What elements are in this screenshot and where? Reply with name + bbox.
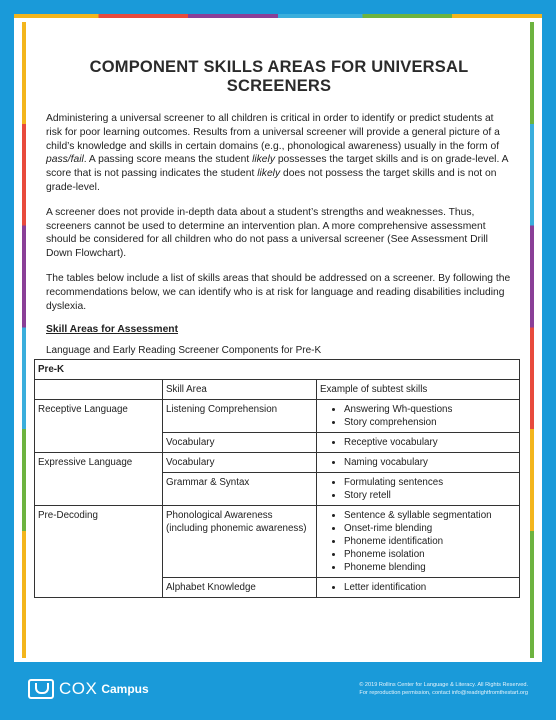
examples-cell — [317, 578, 520, 598]
copyright-notice — [359, 681, 528, 697]
example-item: • Phoneme blending — [344, 561, 516, 574]
intro-text-3: possesses the target skills and is on grade-level. A score that is not passing indicates the student — [46, 154, 508, 180]
rainbow-stripe-top — [14, 14, 542, 18]
examples-cell — [317, 433, 520, 453]
page-title: COMPONENT SKILLS AREAS FOR UNIVERSAL SCREENERS — [89, 58, 469, 95]
example-item: • Story retell — [344, 489, 516, 502]
table-row — [35, 400, 520, 433]
example-item: • Letter identification — [344, 581, 516, 594]
skill-cell: Phonological Awareness (including phonemic awareness) — [163, 506, 317, 578]
example-item: • Phoneme identification — [344, 535, 516, 548]
example-item: • Onset-rime blending — [344, 522, 516, 535]
skill-cell: Vocabulary — [163, 433, 317, 453]
logo-campus-text: Campus — [101, 682, 149, 696]
table-row — [35, 360, 520, 380]
tables-intro-paragraph: The tables below include a list of skills areas that should be addressed on a screener. By following the recommendations below, we can identify who is at risk for language and reading disabilities including dyslexia. — [46, 272, 511, 312]
table-row — [35, 453, 520, 473]
intro-em-3: likely — [257, 168, 281, 180]
example-item: • Phoneme isolation — [344, 548, 516, 561]
group-header: Pre-K — [35, 360, 520, 380]
logo-cox-text: COX — [59, 679, 98, 698]
example-item: • Formulating sentences — [344, 476, 516, 489]
examples-cell — [317, 473, 520, 506]
column-header-skill: Skill Area — [163, 380, 317, 400]
skills-table — [34, 359, 520, 598]
skill-cell: Vocabulary — [163, 453, 317, 473]
copyright-line: © 2019 Rollins Center for Language & Literacy. All Rights Reserved. — [359, 682, 528, 688]
example-item: • Answering Wh-questions — [344, 403, 516, 416]
example-item: • Sentence & syllable segmentation — [344, 509, 516, 522]
intro-paragraph — [46, 112, 512, 195]
section-heading: Skill Areas for Assessment — [46, 324, 179, 336]
example-item: • Naming vocabulary — [344, 456, 516, 469]
examples-cell — [317, 400, 520, 433]
permission-line: For reproduction permission, contact info@readrightfromthestart.org — [359, 690, 528, 696]
intro-em-1: pass/fail — [46, 154, 84, 166]
examples-cell — [317, 453, 520, 473]
skill-cell: Listening Comprehension — [163, 400, 317, 433]
domain-pre-decoding: Pre-Decoding — [35, 506, 163, 598]
intro-em-2: likely — [252, 154, 275, 166]
intro-text-2: . A passing score means the student — [83, 154, 253, 166]
table-cell-empty — [35, 380, 163, 400]
cox-campus-logo[interactable] — [28, 679, 149, 699]
table-row — [35, 506, 520, 578]
rainbow-stripe-left — [22, 22, 26, 658]
table-header-row — [35, 380, 520, 400]
document-content — [38, 58, 512, 598]
domain-expressive-language: Expressive Language — [35, 453, 163, 506]
skill-cell: Grammar & Syntax — [163, 473, 317, 506]
book-icon — [28, 679, 54, 699]
screener-limits-paragraph: A screener does not provide in-depth data about a student’s strengths and weaknesses. Thus, screeners cannot be used to determine an intervention plan. A more comprehensive assessment should be considered for all children who do not pass a universal screener (See Assessment Drill Down Flowchart). — [46, 206, 488, 260]
intro-text-4: does not possess the target skills and is not on grade-level. — [46, 168, 497, 193]
column-header-example: Example of subtest skills — [317, 380, 520, 400]
rainbow-stripe-right — [530, 22, 534, 658]
footer-bar — [0, 662, 556, 720]
domain-receptive-language: Receptive Language — [35, 400, 163, 453]
examples-cell — [317, 506, 520, 578]
skill-cell: Alphabet Knowledge — [163, 578, 317, 598]
intro-text-1: Administering a universal screener to all children is critical in order to identify or predict students at risk for poor learning outcomes. Results from a universal screener will provide a general picture of a child’s knowledge and skills in certain domains (e.g., phonological awareness) usually in the form of — [46, 113, 500, 152]
table-caption: Language and Early Reading Screener Components for Pre-K — [46, 345, 322, 357]
example-item: • Receptive vocabulary — [344, 436, 516, 449]
example-item: • Story comprehension — [344, 416, 516, 429]
